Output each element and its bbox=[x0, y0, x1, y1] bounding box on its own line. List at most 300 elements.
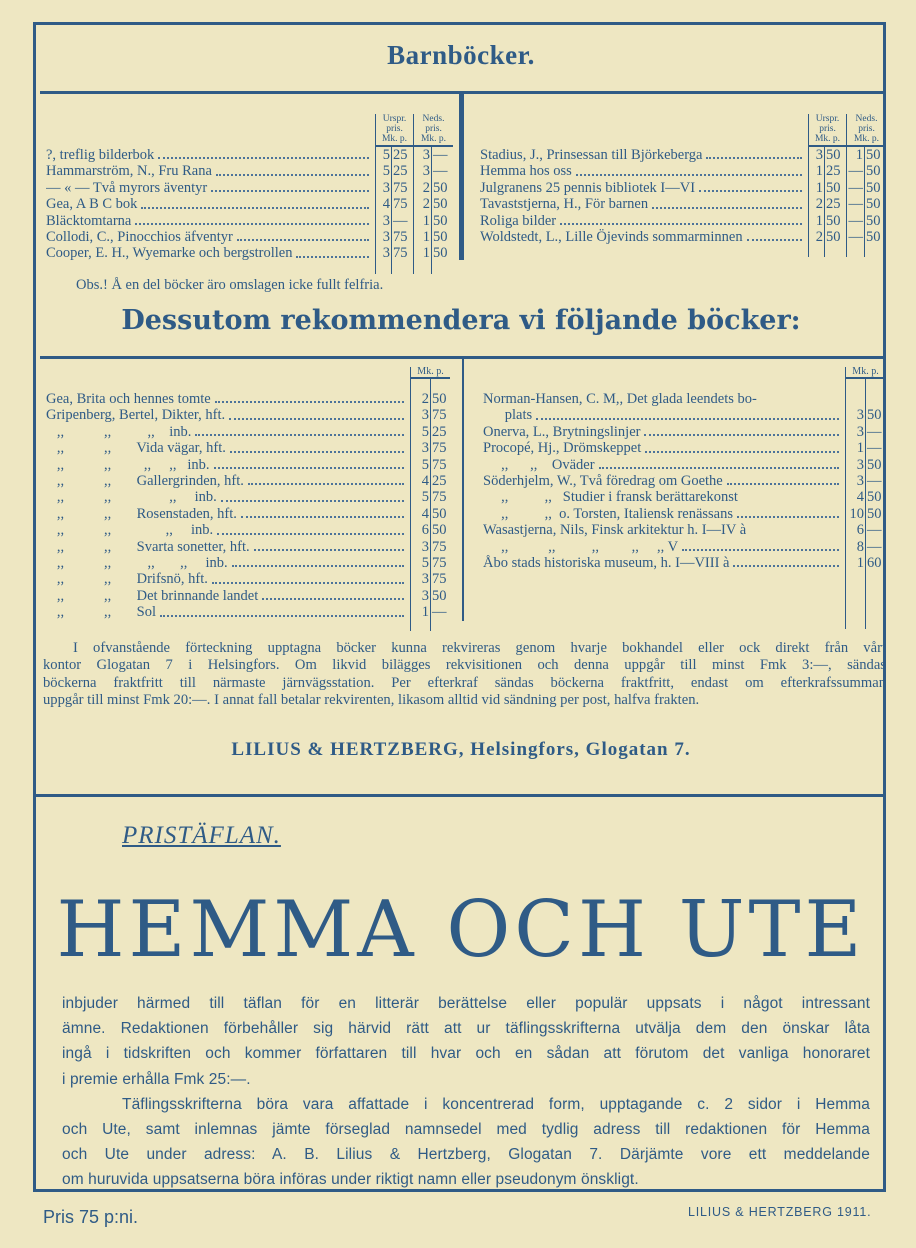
column-rule bbox=[845, 379, 865, 391]
price-mk: 3 bbox=[845, 424, 865, 440]
table-row bbox=[480, 147, 886, 163]
header-line: Mk. p. bbox=[814, 134, 841, 144]
original-p: 25 bbox=[391, 163, 413, 179]
original-mk: 3 bbox=[375, 180, 391, 196]
paragraph-line: ämne. Redaktionen förbehåller sig härvid rätt att ur täflingsskrifterna utvälja dem den önskar låta bbox=[62, 1020, 870, 1038]
table-row bbox=[46, 229, 453, 245]
tail-spacer bbox=[46, 621, 410, 631]
price-mk: 4 bbox=[410, 506, 430, 522]
dot-leader bbox=[682, 549, 839, 551]
reduced-mk: — bbox=[846, 229, 864, 245]
price-p: 50 bbox=[430, 391, 450, 407]
original-mk: 5 bbox=[375, 163, 391, 179]
dot-leader bbox=[737, 516, 839, 518]
magazine-title: HEMMA OCH UTE bbox=[56, 885, 866, 975]
spacer-row bbox=[483, 379, 885, 391]
original-mk: 3 bbox=[375, 245, 391, 261]
table-row bbox=[483, 407, 885, 423]
dot-leader bbox=[232, 565, 404, 567]
dot-leader bbox=[645, 451, 839, 453]
book-title-text: Bläcktomtarna bbox=[46, 212, 132, 229]
price-mk bbox=[845, 391, 865, 407]
column-rule bbox=[430, 621, 450, 631]
book-title bbox=[46, 424, 410, 440]
book-title-text: ,, ,, ,, inb. bbox=[46, 423, 192, 440]
header-line: pris. bbox=[858, 124, 875, 134]
book-title bbox=[46, 489, 410, 505]
dot-leader bbox=[727, 483, 839, 485]
price-p: 50 bbox=[430, 588, 450, 604]
book-title bbox=[46, 163, 375, 179]
price-p: 75 bbox=[430, 539, 450, 555]
price-p: — bbox=[865, 539, 885, 555]
dot-leader bbox=[221, 500, 404, 502]
book-title bbox=[46, 229, 375, 245]
original-mk: 1 bbox=[808, 163, 824, 179]
paragraph-line: ingå i tidskriften och kommer författaren till hvar och en sådan att förutom det vanliga honoraret bbox=[62, 1045, 870, 1063]
reduced-mk: 3 bbox=[413, 147, 431, 163]
table-row bbox=[480, 180, 886, 196]
recommend-heading: Dessutom rekommendera vi följande böcker: bbox=[121, 305, 801, 336]
reduced-mk: 1 bbox=[413, 213, 431, 229]
paragraph-line: i premie erhålla Fmk 25:—. bbox=[62, 1070, 251, 1088]
book-title bbox=[480, 163, 808, 179]
header-line: pris. bbox=[386, 124, 403, 134]
book-title bbox=[46, 522, 410, 538]
price-p: 75 bbox=[430, 407, 450, 423]
dot-leader bbox=[230, 451, 404, 453]
header-line: pris. bbox=[425, 124, 442, 134]
reduced-p: — bbox=[431, 163, 453, 179]
column-rule bbox=[410, 379, 430, 391]
price-p: — bbox=[865, 440, 885, 456]
paragraph-line: och Ute under adress: A. B. Lilius & Hertzberg, Glogatan 7. Därjämte vore ett meddelande bbox=[62, 1146, 870, 1164]
book-title bbox=[483, 440, 845, 456]
book-title bbox=[483, 424, 845, 440]
table-row bbox=[46, 180, 453, 196]
price-p: 50 bbox=[865, 489, 885, 505]
dot-leader bbox=[262, 598, 404, 600]
paragraph-line: Täflingsskrifterna böra vara affattade i koncentrerad form, upptagande c. 2 sidor i Hemma bbox=[122, 1095, 870, 1113]
price-mk: 6 bbox=[410, 522, 430, 538]
original-p: 25 bbox=[824, 163, 846, 179]
dot-leader bbox=[216, 174, 369, 176]
book-title-text: Gea, A B C bok bbox=[46, 196, 138, 213]
book-title-text: ,, ,, Studier i fransk berättarekonst bbox=[483, 489, 738, 506]
dot-leader bbox=[158, 157, 369, 159]
table-row bbox=[46, 213, 453, 229]
price-header bbox=[46, 94, 453, 147]
book-title bbox=[480, 196, 808, 212]
dot-leader bbox=[214, 467, 404, 469]
original-p: 50 bbox=[824, 229, 846, 245]
price-header bbox=[46, 359, 450, 379]
original-p: 75 bbox=[391, 180, 413, 196]
original-p: 50 bbox=[824, 180, 846, 196]
book-title-text: Stadius, J., Prinsessan till Björkeberga bbox=[480, 147, 703, 163]
recommend-right-table bbox=[483, 359, 885, 629]
table-row bbox=[46, 555, 450, 571]
order-info-paragraph bbox=[43, 640, 886, 710]
price-p: 60 bbox=[865, 555, 885, 571]
mk-p-header: Mk. p. bbox=[410, 367, 450, 379]
dot-leader bbox=[644, 434, 839, 436]
spacer-row bbox=[46, 379, 450, 391]
book-title-text: — « — Två myrors äventyr bbox=[46, 179, 208, 196]
column-rule bbox=[413, 262, 431, 274]
reduced-p: — bbox=[431, 147, 453, 163]
table-row bbox=[46, 457, 450, 473]
book-title bbox=[46, 506, 410, 522]
barnbocker-heading: Barnböcker. bbox=[387, 40, 535, 70]
book-title bbox=[46, 457, 410, 473]
dot-leader bbox=[576, 174, 802, 176]
price-mk: 3 bbox=[410, 407, 430, 423]
dot-leader bbox=[747, 239, 802, 241]
book-title bbox=[483, 506, 845, 522]
original-mk: 4 bbox=[375, 196, 391, 212]
price-p: 50 bbox=[865, 407, 885, 423]
table-row bbox=[46, 604, 450, 620]
column-rule bbox=[375, 262, 391, 274]
barnbocker-left-table bbox=[46, 94, 453, 274]
column-separator bbox=[459, 94, 464, 260]
book-title-text: ?, treflig bilderbok bbox=[46, 147, 155, 163]
table-row bbox=[480, 163, 886, 179]
reduced-p: 50 bbox=[431, 196, 453, 212]
dot-leader bbox=[599, 467, 839, 469]
dot-leader bbox=[212, 582, 404, 584]
book-title bbox=[46, 147, 375, 163]
price-mk: 3 bbox=[410, 571, 430, 587]
table-row bbox=[46, 522, 450, 538]
book-title-text: ,, ,, Svarta sonetter, hft. bbox=[46, 538, 250, 555]
reduced-mk: 1 bbox=[846, 147, 864, 163]
book-title bbox=[46, 213, 375, 229]
original-p: 75 bbox=[391, 229, 413, 245]
table-row bbox=[46, 571, 450, 587]
book-title bbox=[46, 391, 410, 407]
original-p: 25 bbox=[824, 196, 846, 212]
dot-leader bbox=[699, 190, 802, 192]
book-title-text: Woldstedt, L., Lille Öjevinds sommarminnen bbox=[480, 229, 743, 246]
original-price-header bbox=[808, 114, 846, 147]
table-row bbox=[483, 424, 885, 440]
table-row bbox=[480, 229, 886, 245]
book-title-text: Åbo stads historiska museum, h. I—VIII à bbox=[483, 555, 730, 572]
reduced-p: 50 bbox=[431, 180, 453, 196]
table-row bbox=[46, 196, 453, 212]
reduced-mk: 3 bbox=[413, 163, 431, 179]
price-p: 75 bbox=[430, 440, 450, 456]
imprint: LILIUS & HERTZBERG 1911. bbox=[688, 1205, 872, 1219]
book-title bbox=[483, 522, 845, 538]
reduced-p: 50 bbox=[864, 147, 886, 163]
book-title-text: ,, ,, Drifsnö, hft. bbox=[46, 571, 208, 588]
price-header bbox=[483, 359, 885, 379]
price-p: 25 bbox=[430, 424, 450, 440]
original-p: 25 bbox=[391, 147, 413, 163]
price-p: 50 bbox=[430, 522, 450, 538]
reduced-p: 50 bbox=[431, 229, 453, 245]
original-mk: 3 bbox=[375, 229, 391, 245]
tail-spacer bbox=[483, 571, 845, 629]
column-rule bbox=[431, 262, 453, 274]
reduced-mk: 1 bbox=[413, 229, 431, 245]
condition-note: Obs.! Å en del böcker äro omslagen icke fullt felfria. bbox=[76, 277, 384, 293]
table-row bbox=[46, 147, 453, 163]
dot-leader bbox=[211, 190, 369, 192]
table-row bbox=[46, 407, 450, 423]
dot-leader bbox=[141, 207, 369, 209]
original-mk: 2 bbox=[808, 196, 824, 212]
header-line: Mk. p. bbox=[420, 134, 447, 144]
dot-leader bbox=[229, 418, 404, 420]
paragraph-line: böckerna fraktfritt till närmaste järnvägsstation. Per efterkraf sändas böckerna fraktfritt, endast om efterkrafssumman bbox=[43, 674, 886, 691]
original-mk: 2 bbox=[808, 229, 824, 245]
price-mk: 5 bbox=[410, 489, 430, 505]
book-title-text: Gea, Brita och hennes tomte bbox=[46, 391, 211, 407]
original-mk: 1 bbox=[808, 180, 824, 196]
book-title bbox=[46, 245, 375, 261]
price-mk: 3 bbox=[410, 539, 430, 555]
table-tail bbox=[46, 621, 450, 631]
contest-paragraph bbox=[62, 991, 870, 1193]
book-title-text: ,, ,, ,, inb. bbox=[46, 522, 214, 539]
price-mk: 3 bbox=[410, 588, 430, 604]
book-title bbox=[480, 147, 808, 163]
book-title bbox=[46, 473, 410, 489]
header-line: Neds. bbox=[855, 114, 878, 124]
table-row bbox=[480, 196, 886, 212]
price-p: — bbox=[865, 522, 885, 538]
reduced-mk: 1 bbox=[413, 245, 431, 261]
book-title-text: ,, ,, Det brinnande landet bbox=[46, 587, 259, 604]
original-mk: 1 bbox=[808, 213, 824, 229]
price-mk: 3 bbox=[845, 457, 865, 473]
book-title-text: Gripenberg, Bertel, Dikter, hft. bbox=[46, 407, 226, 424]
book-title-text: ,, ,, ,, ,, ,, V bbox=[483, 538, 679, 555]
header-line: Urspr. bbox=[815, 114, 840, 124]
price-mk: 1 bbox=[845, 440, 865, 456]
mk-p-header: Mk. p. bbox=[845, 367, 885, 379]
dot-leader bbox=[706, 157, 802, 159]
original-mk: 3 bbox=[375, 213, 391, 229]
table-row bbox=[46, 163, 453, 179]
dot-leader bbox=[248, 483, 404, 485]
original-mk: 5 bbox=[375, 147, 391, 163]
header-line: pris. bbox=[819, 124, 836, 134]
original-p: 50 bbox=[824, 213, 846, 229]
paragraph-line: om huruvida uppsatserna böra införas under riktigt namn eller pseudonym önskligt. bbox=[62, 1171, 639, 1189]
book-title bbox=[46, 196, 375, 212]
reduced-p: 50 bbox=[864, 196, 886, 212]
original-p: — bbox=[391, 213, 413, 229]
price-p: 50 bbox=[865, 457, 885, 473]
book-title-text: ,, ,, Vida vägar, hft. bbox=[46, 440, 226, 457]
dot-leader bbox=[536, 418, 839, 420]
book-title-text: Norman-Hansen, C. M,, Det glada leendets bo- bbox=[483, 391, 757, 407]
book-title-text: Roliga bilder bbox=[480, 212, 557, 229]
table-row bbox=[46, 424, 450, 440]
issue-price: Pris 75 p:ni. bbox=[43, 1207, 139, 1227]
price-mk: 1 bbox=[845, 555, 865, 571]
column-separator-2 bbox=[462, 359, 464, 621]
book-title bbox=[46, 604, 410, 620]
table-row bbox=[46, 506, 450, 522]
header-line: Neds. bbox=[422, 114, 445, 124]
book-title bbox=[480, 229, 808, 245]
book-title-text: Collodi, C., Pinocchios äfventyr bbox=[46, 229, 233, 246]
paragraph-line: I ofvanstående förteckning upptagna böcker kunna rekvireras genom hvarje bokhandel eller ock direkt från vårt bbox=[73, 640, 886, 656]
spacer bbox=[483, 379, 845, 391]
table-row bbox=[483, 555, 885, 571]
reduced-mk: — bbox=[846, 196, 864, 212]
book-title bbox=[46, 571, 410, 587]
header-line: Urspr. bbox=[382, 114, 407, 124]
book-title-text: Julgranens 25 pennis bibliotek I—VI bbox=[480, 179, 696, 196]
price-mk: 10 bbox=[845, 506, 865, 522]
original-p: 50 bbox=[824, 147, 846, 163]
book-title-text: Hemma hos oss bbox=[480, 163, 572, 180]
book-title-text: Tavaststjerna, H., För barnen bbox=[480, 196, 649, 213]
table-row bbox=[46, 489, 450, 505]
table-row bbox=[480, 213, 886, 229]
reduced-p: 50 bbox=[864, 180, 886, 196]
tail-spacer bbox=[480, 245, 808, 257]
price-mk: 3 bbox=[410, 440, 430, 456]
book-title-text: ,, ,, Gallergrinden, hft. bbox=[46, 473, 244, 490]
dot-leader bbox=[733, 565, 839, 567]
dot-leader bbox=[652, 207, 802, 209]
price-mk: 5 bbox=[410, 555, 430, 571]
table-row bbox=[483, 457, 885, 473]
table-row bbox=[46, 588, 450, 604]
reduced-p: 50 bbox=[864, 163, 886, 179]
book-title bbox=[46, 407, 410, 423]
price-mk: 8 bbox=[845, 539, 865, 555]
price-p: — bbox=[865, 473, 885, 489]
book-title-text: plats bbox=[483, 407, 533, 424]
table-row bbox=[46, 473, 450, 489]
column-rule bbox=[430, 379, 450, 391]
column-rule bbox=[845, 571, 865, 629]
table-tail bbox=[46, 262, 453, 274]
price-p: 75 bbox=[430, 571, 450, 587]
section-divider bbox=[36, 794, 886, 797]
dot-leader bbox=[215, 401, 404, 403]
tail-spacer bbox=[46, 262, 375, 274]
reduced-mk: — bbox=[846, 180, 864, 196]
reduced-p: 50 bbox=[864, 229, 886, 245]
original-p: 75 bbox=[391, 245, 413, 261]
price-mk: 1 bbox=[410, 604, 430, 620]
table-tail bbox=[480, 245, 886, 257]
book-title-text: Söderhjelm, W., Två föredrag om Goethe bbox=[483, 473, 723, 490]
book-title-text: Cooper, E. H., Wyemarke och bergstrollen bbox=[46, 245, 293, 262]
book-title bbox=[483, 391, 845, 407]
table-row bbox=[483, 473, 885, 489]
price-p: — bbox=[865, 424, 885, 440]
table-row bbox=[46, 391, 450, 407]
column-rule bbox=[865, 379, 885, 391]
price-mk: 4 bbox=[410, 473, 430, 489]
column-rule bbox=[864, 245, 886, 257]
price-mk: 3 bbox=[845, 473, 865, 489]
table-row bbox=[483, 506, 885, 522]
column-rule bbox=[865, 571, 885, 629]
table-row bbox=[483, 391, 885, 407]
column-rule bbox=[846, 245, 864, 257]
publisher-address: LILIUS & HERTZBERG, Helsingfors, Glogatan 7. bbox=[231, 739, 691, 760]
book-title-text: Onerva, L., Brytningslinjer bbox=[483, 423, 641, 440]
reduced-price-header bbox=[413, 114, 453, 147]
table-tail bbox=[483, 571, 885, 629]
paragraph-line: kontor Glogatan 7 i Helsingfors. Om likvid bilägges rekvisitionen och denna uppgår till minst Fmk 3:—, sändas bbox=[43, 657, 886, 674]
price-p: — bbox=[430, 604, 450, 620]
dot-leader bbox=[160, 615, 404, 617]
dot-leader bbox=[296, 256, 369, 258]
price-p: 50 bbox=[430, 506, 450, 522]
book-title bbox=[46, 440, 410, 456]
book-title-text: Hammarström, N., Fru Rana bbox=[46, 163, 212, 180]
price-mk: 5 bbox=[410, 457, 430, 473]
contest-label: PRISTÄFLAN. bbox=[122, 822, 281, 849]
book-title bbox=[483, 407, 845, 423]
price-mk: 3 bbox=[845, 407, 865, 423]
reduced-p: 50 bbox=[864, 213, 886, 229]
price-mk: 4 bbox=[845, 489, 865, 505]
book-title bbox=[46, 588, 410, 604]
price-p: 75 bbox=[430, 457, 450, 473]
book-title bbox=[483, 473, 845, 489]
reduced-mk: 2 bbox=[413, 196, 431, 212]
book-title bbox=[480, 180, 808, 196]
dot-leader bbox=[560, 223, 802, 225]
book-title bbox=[483, 457, 845, 473]
dot-leader bbox=[135, 223, 369, 225]
dot-leader bbox=[241, 516, 404, 518]
book-title bbox=[46, 180, 375, 196]
book-title bbox=[46, 539, 410, 555]
paragraph-line: inbjuder härmed till täflan för en litterär berättelse eller populär uppsats i något intressant bbox=[62, 995, 870, 1012]
book-title-text: ,, ,, Sol bbox=[46, 604, 156, 621]
price-p: 75 bbox=[430, 555, 450, 571]
reduced-mk: — bbox=[846, 163, 864, 179]
reduced-p: 50 bbox=[431, 213, 453, 229]
original-mk: 3 bbox=[808, 147, 824, 163]
book-title-text: ,, ,, ,, ,, inb. bbox=[46, 555, 228, 572]
price-mk: 2 bbox=[410, 391, 430, 407]
book-title bbox=[480, 213, 808, 229]
table-row bbox=[46, 440, 450, 456]
book-title-text: Wasastjerna, Nils, Finsk arkitektur h. I—IV à bbox=[483, 522, 747, 539]
original-price-header bbox=[375, 114, 413, 147]
book-title-text: ,, ,, ,, ,, inb. bbox=[46, 456, 210, 473]
reduced-mk: — bbox=[846, 213, 864, 229]
table-row bbox=[483, 440, 885, 456]
barnbocker-right-table bbox=[480, 94, 886, 257]
book-title bbox=[483, 539, 845, 555]
header-line: Mk. p. bbox=[381, 134, 408, 144]
paragraph-line: och Ute, samt inlemnas jämte förseglad namnsedel med tydlig adress till redaktionen för Hemma bbox=[62, 1121, 870, 1139]
price-mk: 5 bbox=[410, 424, 430, 440]
dot-leader bbox=[217, 533, 404, 535]
dot-leader bbox=[195, 434, 404, 436]
column-rule bbox=[808, 245, 824, 257]
book-title bbox=[46, 555, 410, 571]
price-p: 25 bbox=[430, 473, 450, 489]
